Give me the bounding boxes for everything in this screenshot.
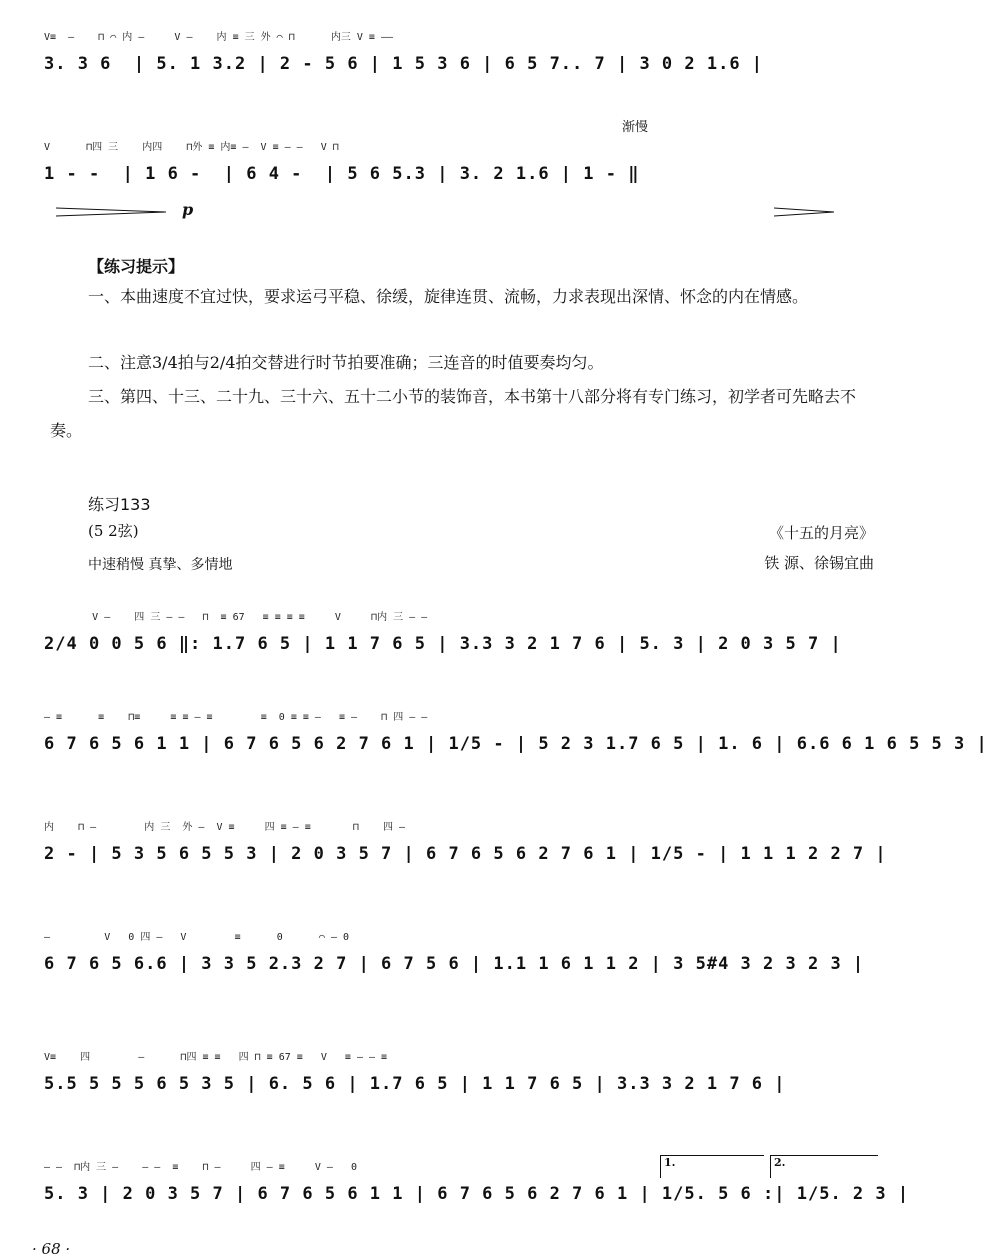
bowing-marks: — — ⊓内 三 — — — ≡ ⊓ — 四 — ≡ V — 0 xyxy=(44,1162,357,1173)
jianpu-notes: 3. 3 6 | 5. 1 3.2 | 2 - 5 6 | 1 5 3 6 | 6 5 7.. 7 | 3 0 2 1.6 | xyxy=(44,54,764,74)
exercise-title: 练习133 xyxy=(88,495,151,514)
jianpu-notes: 2 - | 5 3 5 6 5 5 3 | 2 0 3 5 7 | 6 7 6 5 6 2 7 6 1 | 1/5 - | 1 1 1 2 2 7 | xyxy=(44,844,887,864)
jianpu-notes: 5.5 5 5 5 6 5 3 5 | 6. 5 6 | 1.7 6 5 | 1 1 7 6 5 | 3.3 3 2 1 7 6 | xyxy=(44,1074,786,1094)
exercise-row-4 xyxy=(44,928,876,988)
exercise-row-3 xyxy=(44,818,887,878)
bowing-marks: V≡ — ⊓ ⌒ 内 — V — 内 ≡ 三 外 ⌒ ⊓ 内三 V ≡ —— xyxy=(44,32,393,43)
tip-paragraph-2: 二、注意3/4拍与2/4拍交替进行时节拍要准确；三连音的时值要奏均匀。 xyxy=(88,353,604,372)
bowing-marks: 内 ⊓ — 内 三 外 — V ≡ 四 ≡ — ≡ ⊓ 四 — xyxy=(44,822,406,833)
composer-credit: 铁 源、徐锡宜曲 xyxy=(764,554,874,572)
decrescendo-hairpin-right xyxy=(774,206,834,218)
tip-paragraph-3: 三、第四、十三、二十九、三十六、五十二小节的装饰音，本书第十八部分将有专门练习，初学者可先略去不奏。 xyxy=(50,387,857,440)
jianpu-notes: 1 - - | 1 6 - | 6 4 - | 5 6 5.3 | 3. 2 1.6 | 1 - ‖ xyxy=(44,164,640,184)
tuning-label: (5 2弦) xyxy=(88,522,139,540)
tempo-expression: 中速稍慢 真挚、多情地 xyxy=(88,557,233,573)
bowing-marks: — V 0 四 — V ≡ 0 ⌒ — 0 xyxy=(44,932,350,943)
top-score-row-1 xyxy=(44,28,876,88)
top-score-row-2 xyxy=(44,138,876,198)
bowing-marks: V — 四 三 — — ⊓ ≡ 67 ≡ ≡ ≡ ≡ V ⊓内 三 — — xyxy=(44,612,428,623)
tip-paragraph-1: 一、本曲速度不宜过快，要求运弓平稳、徐缓，旋律连贯、流畅，力求表现出深情、怀念的内在情感。 xyxy=(88,287,809,306)
volta-bracket-2: 2. xyxy=(770,1155,878,1178)
tempo-mark-rit: 渐慢 xyxy=(622,120,649,135)
dynamic-piano: p xyxy=(182,200,194,219)
jianpu-notes: 6 7 6 5 6.6 | 3 3 5 2.3 2 7 | 6 7 5 6 | 1.1 1 6 1 1 2 | 3 5#4 3 2 3 2 3 | xyxy=(44,954,865,974)
bowing-marks: V≡ 四 — ⊓四 ≡ ≡ 四 ⊓ ≡ 67 ≡ V ≡ — — ≡ xyxy=(44,1052,388,1063)
song-title: 《十五的月亮》 xyxy=(768,524,874,542)
decrescendo-hairpin-left xyxy=(56,206,166,218)
bowing-marks: — ≡ ≡ ⊓≡ ≡ ≡ — ≡ ≡ 0 ≡ ≡ — ≡ — ⊓ 四 — — xyxy=(44,712,428,723)
volta-bracket-1: 1. xyxy=(660,1155,764,1178)
jianpu-notes: 5. 3 | 2 0 3 5 7 | 6 7 6 5 6 1 1 | 6 7 6 5 6 2 7 6 1 | 1/5. 5 6 :| 1/5. 2 3 | xyxy=(44,1184,910,1204)
jianpu-notes: 6 7 6 5 6 1 1 | 6 7 6 5 6 2 7 6 1 | 1/5 - | 5 2 3 1.7 6 5 | 1. 6 | 6.6 6 1 6 5 5 3 | xyxy=(44,734,988,754)
exercise-row-2 xyxy=(44,708,988,768)
practice-tips-title: 【练习提示】 xyxy=(88,257,185,276)
exercise-row-5 xyxy=(44,1048,876,1108)
exercise-row-1 xyxy=(44,608,876,668)
bowing-marks: V ⊓四 三 内四 ⊓外 ≡ 内≡ — V ≡ — — V ⊓ xyxy=(44,142,339,153)
page-number: · 68 · xyxy=(32,1240,71,1258)
jianpu-notes: 2/4 0 0 5 6 ‖: 1.7 6 5 | 1 1 7 6 5 | 3.3 3 2 1 7 6 | 5. 3 | 2 0 3 5 7 | xyxy=(44,634,842,654)
